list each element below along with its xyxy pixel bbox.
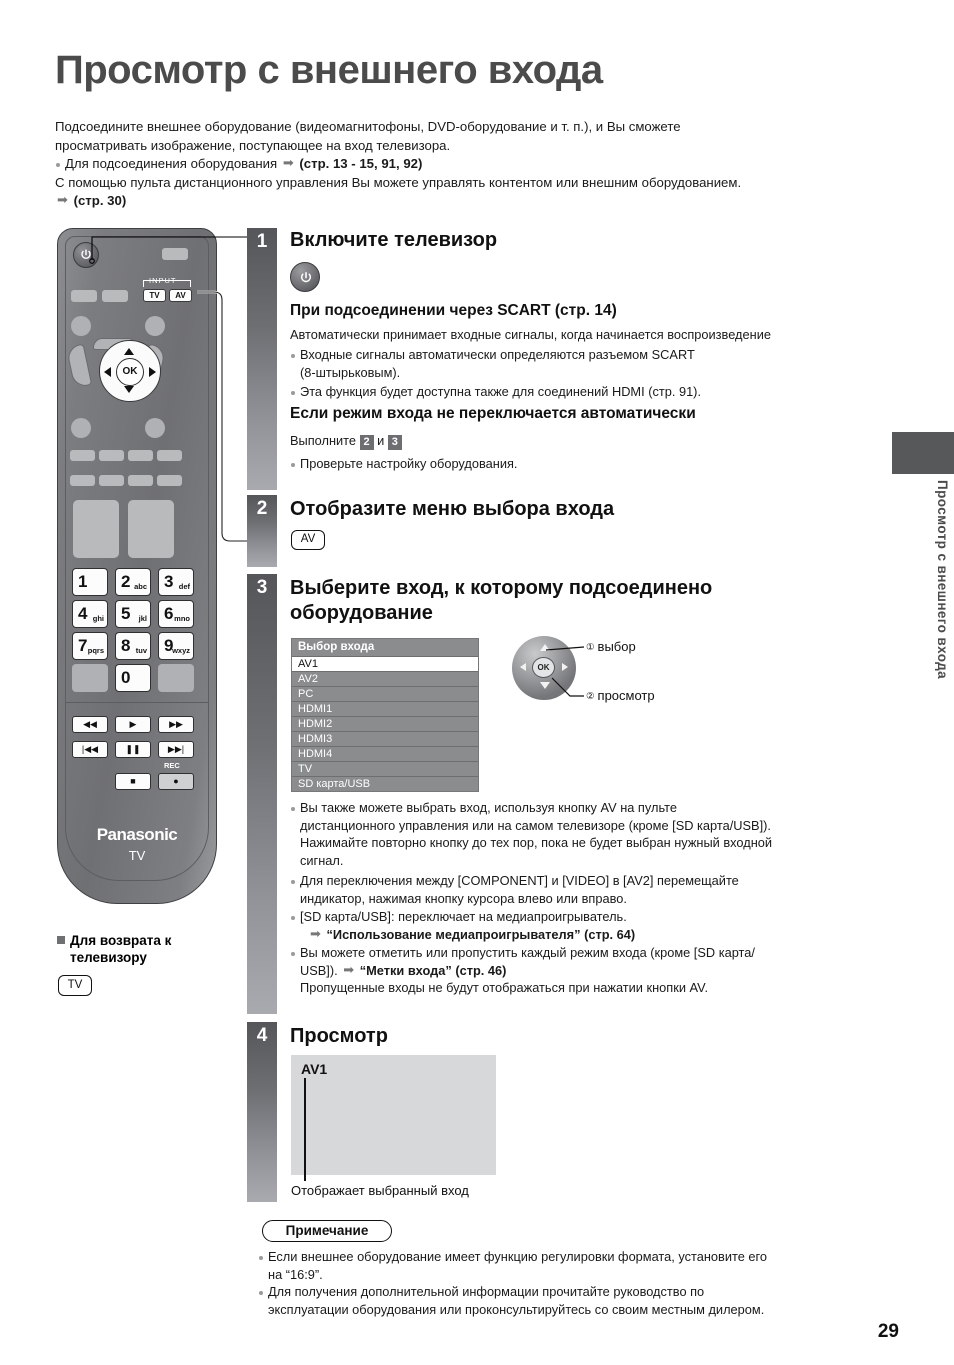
- intro-bullet-1-text: Для подсоединения оборудования: [65, 156, 278, 171]
- step-1-subheading-1: При подсоединении через SCART (стр. 14): [290, 302, 617, 319]
- arrow-icon: ➡: [57, 192, 68, 207]
- remote-dpad: [71, 336, 189, 412]
- menu-item-pc[interactable]: PC: [292, 686, 478, 701]
- intro-line-2: просматривать изображение, поступающее на вход телевизора.: [55, 137, 451, 153]
- remote-function-button-4: [157, 475, 182, 486]
- power-icon: [299, 271, 313, 285]
- step-3-bullet-4-l1: Вы можете отметить или пропустить каждый режим входа (кроме [SD карта/: [300, 945, 755, 960]
- step-3-bullet-1-l1: Вы также можете выбрать вход, используя кнопку AV на пульте: [300, 800, 677, 815]
- step-3-bullet-2-l1: Для переключения между [COMPONENT] и [VIDEO] в [AV2] перемещайте: [300, 873, 739, 888]
- cursor-label-view-number: ②: [586, 691, 595, 702]
- remote-brand-sub: TV: [128, 848, 146, 863]
- remote-brand-logo: Panasonic: [96, 825, 178, 844]
- remote-function-button-3: [128, 475, 153, 486]
- step-3-bullet-1-l2: дистанционного управления или на самом телевизоре (кроме [SD карта/USB]).: [300, 817, 771, 833]
- remote-num-key: [158, 568, 194, 596]
- remote-rec-label: REC: [164, 761, 180, 770]
- num-key-letters: jkl: [138, 614, 147, 623]
- num-key-digit: 1: [78, 572, 88, 591]
- step-3-bullet-4-l3: Пропущенные входы не будут отображаться при нажатии кнопки AV.: [300, 980, 709, 995]
- page-number: 29: [877, 1321, 899, 1342]
- menu-item-hdmi1[interactable]: HDMI1: [292, 701, 478, 716]
- dpad-left-icon: [104, 367, 111, 377]
- remote-num-key: [72, 600, 108, 628]
- cursor-label-view: [586, 688, 655, 705]
- intro-line-3: С помощью пульта дистанционного управления Вы можете управлять контентом или внешним оборудованием.: [55, 174, 742, 190]
- step-3-title: [290, 576, 890, 626]
- menu-item-tv[interactable]: TV: [292, 761, 478, 776]
- step-3-bullet-2-l2: индикатор, нажимая кнопку курсора влево или вправо.: [300, 890, 627, 906]
- remote-rewind-key: ◀◀: [72, 716, 108, 733]
- remote-num-key: [115, 600, 151, 628]
- tv-screen-input-label: AV1: [301, 1061, 328, 1077]
- step-bar-2: 2: [247, 495, 277, 567]
- num-key-digit: 4: [78, 604, 88, 623]
- num-key-letters: ghi: [92, 614, 104, 623]
- step-1-body: [290, 228, 890, 253]
- num-key-letters: tuv: [135, 646, 147, 655]
- dpad-down-icon: [124, 386, 134, 393]
- note-bullet-1-l1: Если внешнее оборудование имеет функцию регулировки формата, установите его: [268, 1249, 768, 1264]
- num-key-letters: mno: [174, 614, 190, 623]
- screen-leader-line: [304, 1078, 306, 1181]
- tv-screen-illustration: [291, 1055, 496, 1175]
- return-tv-key[interactable]: TV: [58, 975, 92, 996]
- cursor-label-select: [586, 639, 636, 656]
- num-key-letters: abc: [134, 582, 147, 591]
- step-3-bullet-4: [290, 944, 895, 997]
- input-select-menu-header: Выбор входа: [292, 639, 478, 656]
- num-key-digit: 9: [164, 636, 174, 655]
- intro-bullet-1: [55, 155, 885, 174]
- step-2-title: Отобразите меню выбора входа: [290, 498, 615, 520]
- num-key-digit: 8: [121, 636, 131, 655]
- input-select-menu[interactable]: [291, 638, 479, 792]
- step-3-bullet-1: [290, 799, 895, 869]
- remote-power-button: [73, 242, 99, 268]
- step-1-execute-line: [290, 432, 402, 450]
- side-tab-label: Просмотр с внешнего входа: [935, 480, 950, 680]
- note-bullet-1-l2: на “16:9”.: [268, 1266, 323, 1282]
- cursor-key-diagram: [512, 634, 692, 726]
- remote-skip-forward-key: ▶▶|: [158, 741, 194, 758]
- return-to-tv-heading: [57, 932, 237, 966]
- cursor-ok-key: OK: [532, 657, 555, 678]
- return-to-tv-line-2: телевизору: [70, 950, 147, 965]
- menu-item-hdmi3[interactable]: HDMI3: [292, 731, 478, 746]
- num-key-letters: pqrs: [87, 646, 104, 655]
- screen-caption: Отображает выбранный вход: [291, 1183, 469, 1198]
- remote-color-button-1: [70, 450, 95, 461]
- remote-button-row1-a: [71, 290, 97, 302]
- step-3-ref-input-labels: “Метки входа” (стр. 46): [359, 962, 507, 978]
- cursor-label-select-number: ①: [586, 642, 595, 653]
- step-1-bullet-1: [290, 346, 890, 381]
- step-ref-badge-2: 2: [360, 435, 374, 450]
- num-key-letters: def: [178, 582, 190, 591]
- menu-item-hdmi2[interactable]: HDMI2: [292, 716, 478, 731]
- remote-button-topright: [162, 248, 188, 260]
- arrow-icon: ➡: [310, 925, 321, 941]
- remote-tv-key: TV: [143, 289, 166, 302]
- step-3-title-line-2: оборудование: [290, 602, 433, 624]
- remote-channel-rocker: [128, 500, 174, 558]
- remote-stop-key: ■: [115, 773, 151, 790]
- note-bullet-2: [258, 1283, 888, 1318]
- remote-function-button-1: [70, 475, 95, 486]
- step-1-subheading-2: Если режим входа не переключается автоматически: [290, 405, 696, 422]
- step-3-bullet-3-l1: [SD карта/USB]: переключает на медиапроигрыватель.: [300, 909, 627, 924]
- arrow-icon: ➡: [282, 155, 294, 170]
- square-bullet-icon: [57, 936, 65, 944]
- step-3-title-line-1: Выберите вход, к которому подсоединено: [290, 577, 713, 599]
- step-bar-1: 1: [247, 228, 277, 490]
- remote-play-key: ▶: [115, 716, 151, 733]
- remote-color-button-2: [99, 450, 124, 461]
- note-bullet-2-l2: эксплуатации оборудования или проконсультируйтесь со своим местным дилером.: [268, 1301, 765, 1317]
- intro-line-4: [55, 192, 885, 211]
- remote-blank-key-left: [72, 664, 108, 692]
- intro-bullet-1-ref: (стр. 13 - 15, 91, 92): [299, 156, 423, 171]
- menu-item-av2[interactable]: AV2: [292, 671, 478, 686]
- remote-button-row1-b: [102, 290, 128, 302]
- step-3-bullet-2: [290, 872, 895, 907]
- num-key-digit: 5: [121, 604, 131, 623]
- remote-num-key: [72, 568, 108, 596]
- step-3-body: [290, 576, 890, 626]
- num-key-letters: wxyz: [172, 646, 190, 655]
- note-body: [258, 1248, 888, 1318]
- step-2-av-key[interactable]: AV: [291, 530, 325, 550]
- dpad-up-icon: [124, 348, 134, 355]
- menu-item-av1[interactable]: AV1: [292, 656, 478, 671]
- step-3-bullet-1-l3: Нажимайте повторно кнопку до тех пор, пока не будет выбран нужный входной: [300, 835, 773, 850]
- remote-num-key: [115, 664, 151, 692]
- step-3-bullet-1-l4: сигнал.: [300, 852, 344, 868]
- power-icon: [80, 249, 93, 262]
- intro-line-1: Подсоедините внешнее оборудование (видеомагнитофоны, DVD-оборудование и т. п.), и Вы сможете: [55, 119, 681, 134]
- arrow-icon: ➡: [343, 961, 355, 977]
- remote-record-key: ●: [158, 773, 194, 790]
- cursor-label-select-text: выбор: [597, 639, 636, 654]
- remote-av-key: AV: [169, 289, 192, 302]
- step-1-execute-and: и: [377, 433, 385, 448]
- intro-paragraph: [55, 118, 885, 211]
- menu-item-hdmi4[interactable]: HDMI4: [292, 746, 478, 761]
- remote-fastforward-key: ▶▶: [158, 716, 194, 733]
- remote-num-key: [115, 632, 151, 660]
- step-bar-3: 3: [247, 574, 277, 1014]
- remote-round-button-right-bottom: [145, 418, 165, 438]
- step-4-body: [290, 1024, 890, 1049]
- remote-function-button-2: [99, 475, 124, 486]
- note-bullet-2-l1: Для получения дополнительной информации прочитайте руководство по: [268, 1284, 705, 1299]
- cursor-label-view-text: просмотр: [597, 688, 655, 703]
- step-1-bullet-3: Проверьте настройку оборудования.: [290, 455, 890, 473]
- step-2-body: [290, 497, 890, 522]
- note-bullet-1: [258, 1248, 888, 1283]
- input-group-label: INPUT: [149, 276, 177, 285]
- remote-num-key: [72, 632, 108, 660]
- remote-pause-key: ❚❚: [115, 741, 151, 758]
- return-to-tv-line-1: Для возврата к: [70, 933, 172, 948]
- remote-color-button-4: [157, 450, 182, 461]
- step-3-bullet-4-l2: USB]).: [300, 962, 338, 978]
- remote-divider: [66, 702, 208, 703]
- menu-item-sd-card-usb[interactable]: SD карта/USB: [292, 776, 478, 791]
- intro-line-4-ref: (стр. 30): [73, 193, 127, 208]
- step-1-execute-prefix: Выполните: [290, 433, 357, 448]
- step-bar-4: 4: [247, 1022, 277, 1202]
- num-key-digit: 0: [121, 668, 131, 687]
- step-1-paragraph-1: Автоматически принимает входные сигналы, когда начинается воспроизведение: [290, 327, 771, 342]
- remote-round-button-left-bottom: [71, 418, 91, 438]
- step-ref-badge-3: 3: [388, 435, 402, 450]
- num-key-digit: 2: [121, 572, 131, 591]
- remote-skip-back-key: |◀◀: [72, 741, 108, 758]
- remote-ok-key: OK: [116, 358, 144, 386]
- remote-volume-rocker: [73, 500, 119, 558]
- step-3-bullet-3: [290, 908, 895, 943]
- remote-round-button-right-top: [145, 316, 165, 336]
- step-1-title: Включите телевизор: [290, 229, 498, 251]
- remote-control-illustration: [57, 228, 227, 918]
- num-key-digit: 7: [78, 636, 88, 655]
- remote-round-button-left-top: [71, 316, 91, 336]
- note-badge: Примечание: [262, 1220, 392, 1242]
- step-1-bullet-1-line-1: Входные сигналы автоматически определяются разъемом SCART: [300, 347, 695, 362]
- step-1-power-button-illustration: [290, 262, 320, 292]
- step-4-title: Просмотр: [290, 1025, 388, 1047]
- remote-blank-key-right: [158, 664, 194, 692]
- num-key-digit: 3: [164, 572, 174, 591]
- remote-color-button-3: [128, 450, 153, 461]
- remote-num-key: [115, 568, 151, 596]
- step-1-bullet-2: Эта функция будет доступна также для соединений HDMI (стр. 91).: [290, 383, 890, 401]
- page-title: Просмотр с внешнего входа: [55, 48, 603, 92]
- remote-num-key: [158, 600, 194, 628]
- dpad-right-icon: [149, 367, 156, 377]
- num-key-digit: 6: [164, 604, 174, 623]
- step-1-bullet-1-line-2: (8-штырьковым).: [300, 364, 401, 380]
- remote-num-key: [158, 632, 194, 660]
- step-3-ref-media-player: “Использование медиапроигрывателя” (стр. 64): [326, 926, 636, 942]
- side-tab-marker: [892, 432, 954, 474]
